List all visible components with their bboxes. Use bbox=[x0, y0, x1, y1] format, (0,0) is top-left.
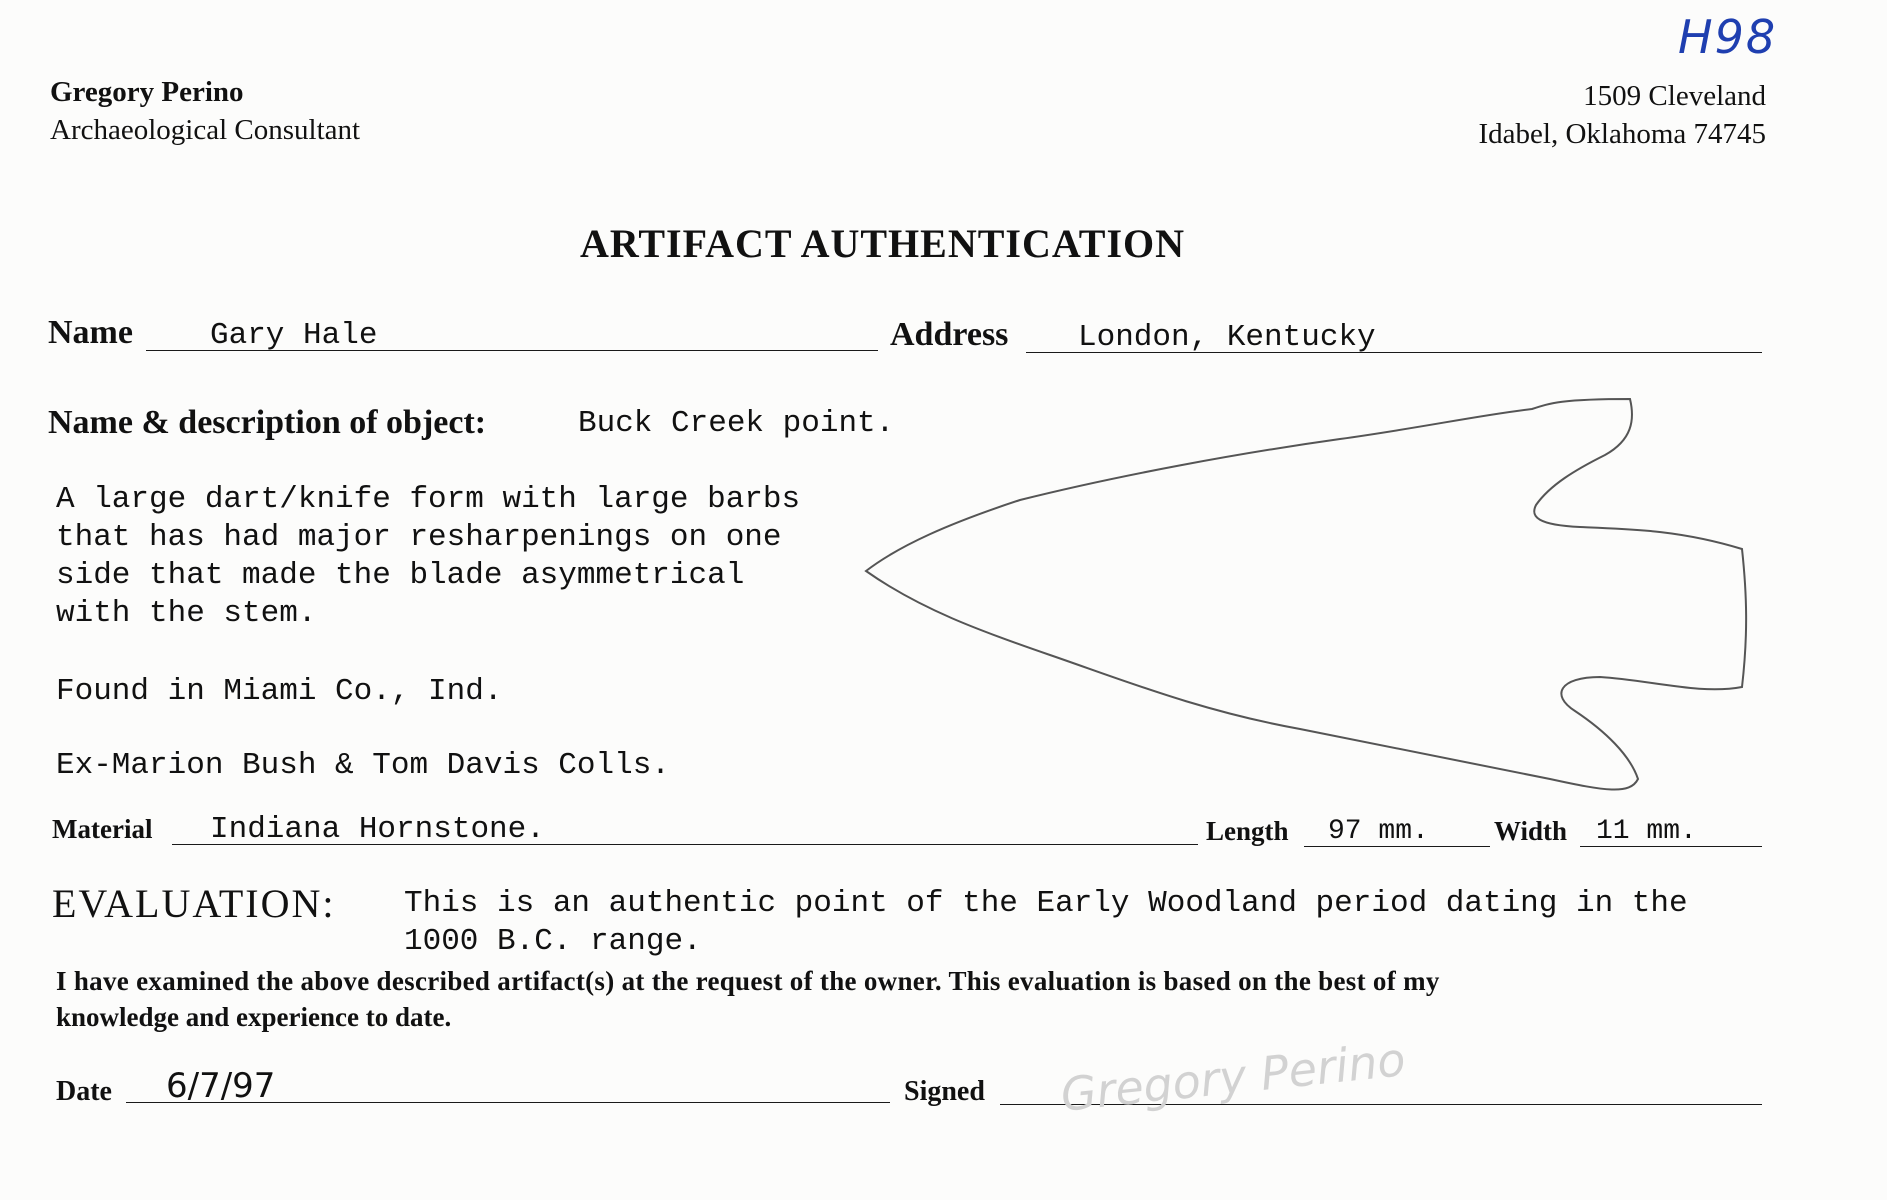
disclaimer-line-1: I have examined the above described artifact(s) at the request of the owner. This evaluation is based on the best of my bbox=[56, 966, 1440, 996]
length-value: 97 mm. bbox=[1328, 816, 1429, 847]
signed-label: Signed bbox=[904, 1076, 985, 1107]
found-in: Found in Miami Co., Ind. bbox=[56, 674, 503, 709]
description-line-3: side that made the blade asymmetrical bbox=[56, 558, 745, 593]
artifact-outline bbox=[860, 395, 1760, 805]
form-title: ARTIFACT AUTHENTICATION bbox=[580, 221, 1186, 266]
address-value: London, Kentucky bbox=[1078, 320, 1376, 355]
name-value: Gary Hale bbox=[210, 318, 378, 353]
date-label: Date bbox=[56, 1076, 112, 1107]
width-value: 11 mm. bbox=[1596, 816, 1697, 847]
object-value: Buck Creek point. bbox=[578, 406, 895, 441]
disclaimer-line-2: knowledge and experience to date. bbox=[56, 1002, 452, 1032]
address-label: Address bbox=[890, 316, 1009, 353]
length-label: Length bbox=[1206, 816, 1289, 846]
consultant-title: Archaeological Consultant bbox=[50, 114, 361, 146]
object-label: Name & description of object: bbox=[48, 404, 487, 441]
material-label: Material bbox=[52, 814, 153, 844]
evaluation-text-1: This is an authentic point of the Early Woodland period dating in the bbox=[404, 886, 1688, 921]
material-value: Indiana Hornstone. bbox=[210, 812, 545, 847]
catalog-number: H98 bbox=[1678, 10, 1778, 64]
consultant-name: Gregory Perino bbox=[50, 76, 244, 108]
description-line-2: that has had major resharpenings on one bbox=[56, 520, 782, 555]
name-label: Name bbox=[48, 314, 133, 351]
address-line-1: 1509 Cleveland bbox=[1583, 80, 1766, 112]
description-line-1: A large dart/knife form with large barbs bbox=[56, 482, 801, 517]
evaluation-text-2: 1000 B.C. range. bbox=[404, 924, 702, 959]
address-line-2: Idabel, Oklahoma 74745 bbox=[1478, 118, 1766, 150]
provenance: Ex-Marion Bush & Tom Davis Colls. bbox=[56, 748, 670, 783]
width-label: Width bbox=[1494, 816, 1568, 846]
description-line-4: with the stem. bbox=[56, 596, 317, 631]
evaluation-label: EVALUATION: bbox=[52, 881, 336, 926]
signature: Gregory Perino bbox=[1058, 1032, 1408, 1122]
date-value: 6/7/97 bbox=[166, 1066, 276, 1106]
